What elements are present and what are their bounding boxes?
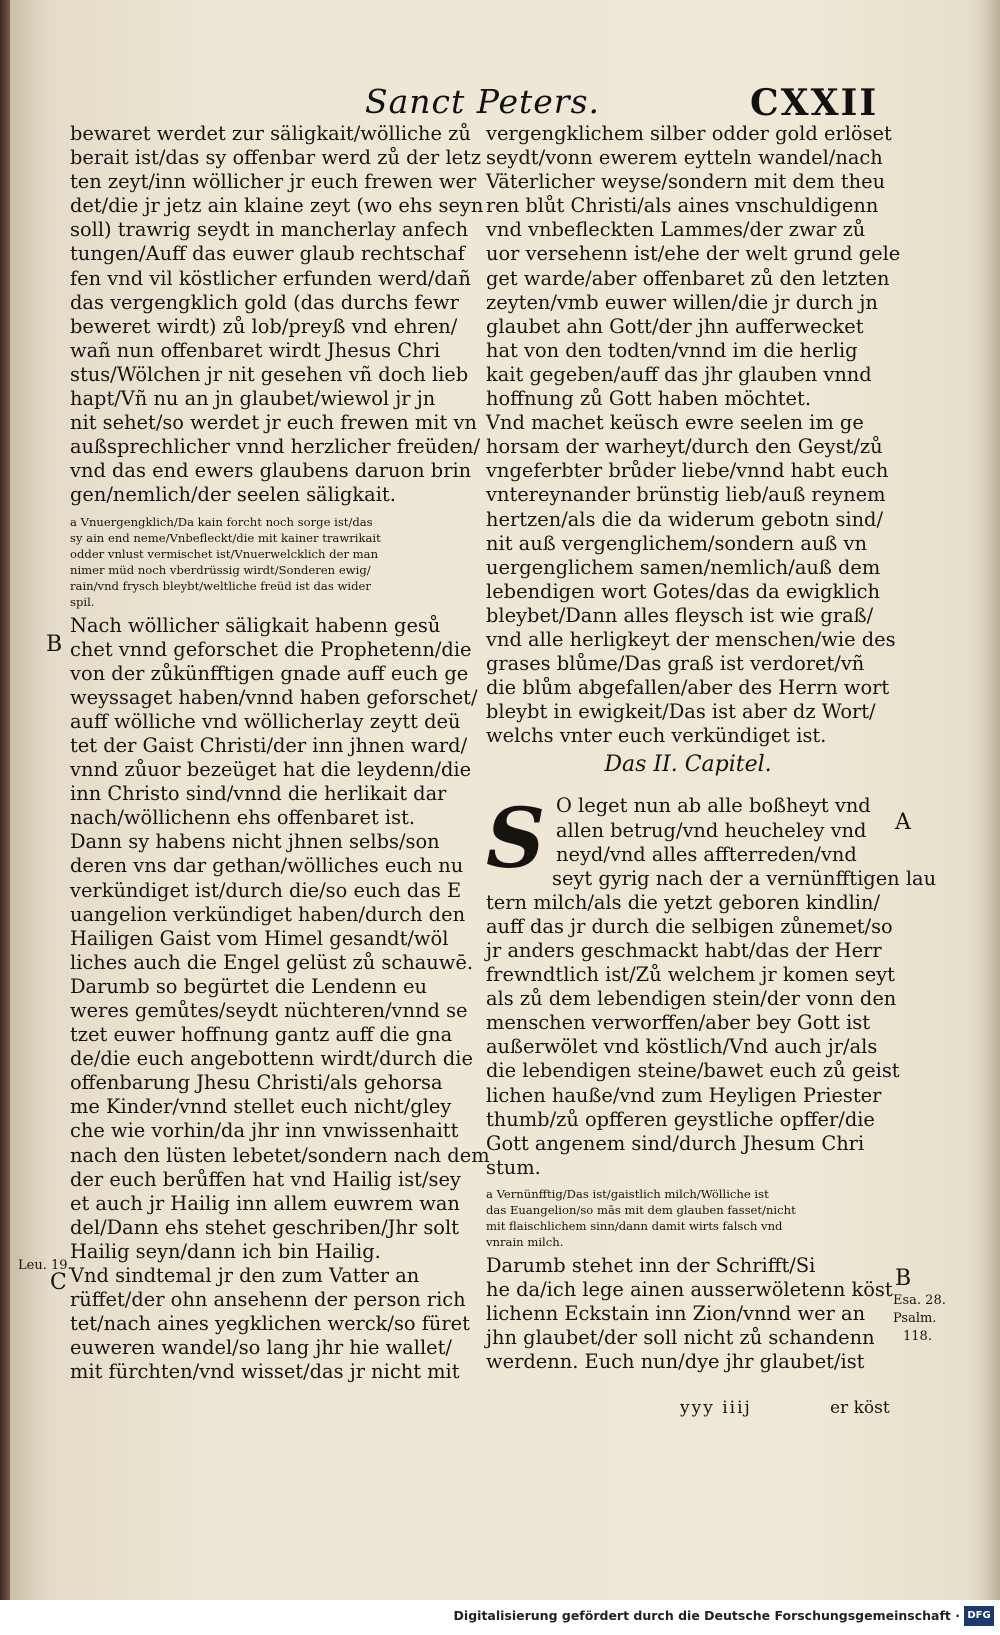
text-line: horsam der warheyt/durch den Geyst/zů: [486, 435, 883, 459]
text-line: Vnd sindtemal jr den zum Vatter an: [70, 1264, 420, 1288]
running-title: Sanct Peters.: [365, 82, 601, 121]
margin-ref-isaiah: Esa. 28.: [893, 1293, 946, 1308]
text-line: hat von den todten/vnnd im die herlig: [486, 338, 858, 362]
text-line: tet/nach aines yegklichen werck/so füret: [70, 1312, 470, 1336]
text-line: euweren wandel/so lang jhr hie wallet/: [70, 1336, 452, 1360]
right-footnotes: [486, 1186, 890, 1250]
margin-ref-psalm: Psalm.: [893, 1311, 937, 1326]
text-line: weres gemůtes/seydt nüchteren/vnnd se: [70, 999, 468, 1022]
text-line: chet vnnd geforschet die Prophetenn/die: [70, 637, 472, 661]
signature-mark: yyy iiij: [680, 1398, 752, 1418]
text-line: ren blůt Christi/als aines vnschuldigenn: [486, 194, 879, 218]
text-line: et auch jr Hailig inn allem euwrem wan: [70, 1191, 460, 1215]
text-line: von der zůkünfftigen gnade auff euch ge: [70, 661, 469, 685]
text-line: soll) trawrig seydt in mancherlay anfech: [70, 218, 469, 242]
footnote-line: das Euangelion/so mās mit dem glauben fasset/nicht: [486, 1202, 796, 1217]
text-line: grases blůme/Das graß ist verdoret/vñ: [486, 652, 865, 676]
text-line: rüffet/der ohn ansehenn der person rich: [70, 1288, 466, 1312]
folio-number: CXXII: [750, 82, 879, 124]
footnote-line: a Vernünfftig/Das ist/gaistlich milch/Wölliche ist: [486, 1186, 769, 1201]
text-line: nit sehet/so werdet jr euch frewen mit vn: [70, 411, 477, 435]
text-line: auff wölliche vnd wöllicherlay zeytt deü: [70, 709, 461, 733]
text-line: verkündiget ist/durch die/so euch das E: [70, 878, 462, 902]
text-line: get warde/aber offenbaret zů den letzten: [486, 266, 890, 290]
text-line: Hailigen Gaist vom Himel gesandt/wöl: [70, 926, 449, 950]
text-line: hoffnung zů Gott haben möchtet.: [486, 387, 811, 411]
text-line: glaubet ahn Gott/der jhn aufferwecket: [486, 314, 864, 338]
text-line: vnd vnbefleckten Lammes/der zwar zů: [486, 218, 866, 242]
margin-letter-b-left: B: [46, 632, 63, 657]
footnote-line: sy ain end neme/Vnbefleckt/die mit kainer trawrikait: [70, 530, 381, 545]
text-line: offenbarung Jhesu Christi/als gehorsa: [70, 1071, 443, 1095]
text-line: lebendigen wort Gotes/das da ewigklich: [486, 579, 881, 603]
text-line: vergengklichem silber odder gold erlöset: [486, 122, 892, 145]
text-line: Darumb stehet inn der Schrifft/Si: [486, 1253, 816, 1277]
text-line: vngeferbter brůder liebe/vnnd habt euch: [486, 459, 889, 483]
text-line: stus/Wölchen jr nit gesehen vñ doch lieb: [70, 362, 469, 386]
text-line: Väterlicher weyse/sondern mit dem theu: [486, 170, 886, 194]
right-text-block-c: [486, 1253, 893, 1374]
page-edge: [985, 0, 1000, 1600]
text-line: wañ nun offenbaret wirdt Jhesus Chri: [70, 338, 441, 362]
catchword: er köst: [830, 1398, 890, 1418]
margin-letter-c-left: C: [50, 1270, 67, 1295]
text-line: werdenn. Euch nun/dye jhr glaubet/ist: [486, 1350, 865, 1374]
chapter-heading: Das II. Capitel.: [604, 752, 772, 778]
text-line: bleybet/Dann alles fleysch ist wie graß/: [486, 603, 874, 627]
text-line: die blům abgefallen/aber des Herrn wort: [486, 676, 890, 700]
text-line: gen/nemlich/der seelen säligkait.: [70, 483, 396, 507]
margin-ref-leviticus: Leu. 19.: [18, 1258, 72, 1273]
text-line: jhn glaubet/der soll nicht zů schandenn: [486, 1326, 875, 1350]
text-line: beweret wirdt) zů lob/preyß vnd ehren/: [70, 314, 458, 338]
dfg-logo: DFG: [964, 1606, 994, 1626]
text-line: tern milch/als die yetzt geboren kindlin/: [486, 890, 881, 914]
text-line: mit fürchten/vnd wisset/das jr nicht mit: [70, 1360, 460, 1384]
footer-credit: Digitalisierung gefördert durch die Deutsche Forschungsgemeinschaft ·: [453, 1608, 960, 1623]
text-line: außerwölet vnd köstlich/Vnd auch jr/als: [486, 1035, 878, 1059]
text-line: bewaret werdet zur säligkait/wölliche zů: [70, 122, 471, 145]
text-line: uor versehenn ist/ehe der welt grund gele: [486, 242, 901, 266]
text-line: de/die euch angebottenn wirdt/durch die: [70, 1047, 473, 1071]
text-line: uergenglichem samen/nemlich/auß dem: [486, 555, 881, 579]
footnote-line: rain/vnd frysch bleybt/weltliche freüd ist das wider: [70, 578, 371, 593]
text-line: Dann sy habens nicht jhnen selbs/son: [70, 830, 440, 854]
text-line: me Kinder/vnnd stellet euch nicht/gley: [70, 1095, 452, 1119]
text-line: vnnd zůuor bezeüget hat die leydenn/die: [70, 758, 472, 782]
text-line: tzet euwer hoffnung gantz auff die gna: [70, 1023, 453, 1047]
text-line: zeyten/vmb euwer willen/die jr durch jn: [486, 290, 878, 314]
text-line: stum.: [486, 1155, 541, 1179]
book-page: [10, 0, 985, 1600]
footnote-line: a Vnuergengklich/Da kain forcht noch sorge ist/das: [70, 514, 373, 529]
text-line: tet der Gaist Christi/der inn jhnen ward/: [70, 733, 468, 757]
text-line: fen vnd vil köstlicher erfunden werd/dañ: [70, 266, 471, 290]
text-line: liches auch die Engel gelüst zů schauwē.: [70, 950, 473, 974]
text-line: der euch berůffen hat vnd Hailig ist/sey: [70, 1167, 461, 1191]
text-line: uangelion verkündiget haben/durch den: [70, 902, 466, 926]
text-line: das vergengklich gold (das durchs fewr: [70, 290, 459, 314]
left-text-block-a: [70, 122, 484, 508]
text-line: nach den lüsten lebetet/sondern nach dem: [70, 1143, 490, 1167]
text-line: weyssaget haben/vnnd haben geforschet/: [70, 685, 478, 709]
text-line: Hailig seyn/dann ich bin Hailig.: [70, 1239, 381, 1263]
text-line: berait ist/das sy offenbar werd zů der letz: [70, 146, 482, 170]
text-line: vnd das end ewers glaubens daruon brin: [70, 459, 472, 483]
text-line: nit auß vergenglichem/sondern auß vn: [486, 531, 867, 555]
text-line: außsprechlicher vnnd herzlicher freüden/: [70, 435, 481, 459]
margin-letter-b-right: B: [895, 1266, 912, 1291]
margin-letter-a-right: A: [895, 810, 911, 835]
text-line: Gott angenem sind/durch Jhesum Chri: [486, 1131, 865, 1155]
text-line: vntereynander brünstig lieb/auß reynem: [486, 483, 886, 507]
text-line: menschen verworffen/aber bey Gott ist: [486, 1011, 871, 1035]
text-line: seyt gyrig nach der a vernünfftigen lau: [552, 866, 937, 890]
text-line: die lebendigen steine/bawet euch zů geist: [486, 1059, 900, 1083]
footnote-line: nimer müd noch vberdrüssig wirdt/Sonderen ewig/: [70, 562, 371, 577]
text-line: lichen hauße/vnd zum Heyligen Priester: [486, 1083, 882, 1107]
text-line: che wie vorhin/da jhr inn vnwissenhaitt: [70, 1119, 459, 1143]
text-line: allen betrug/vnd heucheley vnd: [556, 818, 867, 842]
text-line: nach/wöllichenn ehs offenbaret ist.: [70, 806, 416, 830]
text-line: frewndtlich ist/Zů welchem jr komen seyt: [486, 963, 895, 987]
footnote-line: spil.: [70, 594, 95, 609]
text-line: he da/ich lege ainen ausserwöletenn köst: [486, 1278, 893, 1302]
text-line: vnd alle herligkeyt der menschen/wie des: [486, 627, 896, 651]
text-line: als zů dem lebendigen stein/der vonn den: [486, 987, 897, 1011]
text-line: bleybt in ewigkeit/Das ist aber dz Wort/: [486, 700, 876, 724]
margin-ref-psalm-number: 118.: [903, 1329, 932, 1344]
footnote-line: vnrain milch.: [486, 1234, 564, 1249]
text-line: Nach wöllicher säligkait habenn gesů: [70, 613, 441, 637]
text-line: welchs vnter euch verkündiget ist.: [486, 724, 827, 748]
text-line: jr anders geschmackt habt/das der Herr: [486, 939, 882, 962]
text-line: O leget nun ab alle boßheyt vnd: [556, 794, 871, 818]
book-spine: [0, 0, 10, 1635]
text-line: inn Christo sind/vnnd die herlikait dar: [70, 782, 447, 806]
drop-cap-initial: S: [486, 791, 546, 888]
left-footnotes: [70, 514, 470, 610]
footnote-line: odder vnlust vermischet ist/Vnuerwelcklich der man: [70, 546, 379, 561]
left-column: [70, 122, 490, 1385]
left-text-block-b: [70, 613, 490, 1385]
text-line: tungen/Auff das euwer glaub rechtschaf: [70, 242, 465, 266]
chapter-opening: [486, 791, 937, 1180]
text-line: neyd/vnd alles affterreden/vnd: [556, 842, 857, 866]
text-line: kait gegeben/auff das jhr glauben vnnd: [486, 362, 872, 386]
text-line: deren vns dar gethan/wölliches euch nu: [70, 854, 464, 878]
digitization-footer: [0, 1600, 1000, 1635]
text-line: thumb/zů opfferen geystliche opffer/die: [486, 1107, 875, 1131]
text-line: Vnd machet keüsch ewre seelen im ge: [486, 411, 864, 435]
right-text-block-a: [486, 122, 901, 748]
text-line: Darumb so begürtet die Lendenn eu: [70, 974, 427, 998]
text-line: auff das jr durch die selbigen zůnemet/so: [486, 914, 893, 938]
text-line: det/die jr jetz ain klaine zeyt (wo ehs seyn: [70, 194, 484, 218]
footnote-line: mit flaischlichem sinn/dann damit wirts falsch vnd: [486, 1218, 783, 1233]
text-line: del/Dann ehs stehet geschriben/Jhr solt: [70, 1215, 459, 1239]
text-line: lichenn Eckstain inn Zion/vnnd wer an: [486, 1302, 866, 1326]
text-line: hertzen/als die da widerum gebotn sind/: [486, 507, 884, 531]
text-line: hapt/Vñ nu an jn glaubet/wiewol jr jn: [70, 387, 436, 411]
text-line: seydt/vonn ewerem eytteln wandel/nach: [486, 146, 883, 170]
text-line: ten zeyt/inn wöllicher jr euch frewen wer: [70, 170, 477, 194]
